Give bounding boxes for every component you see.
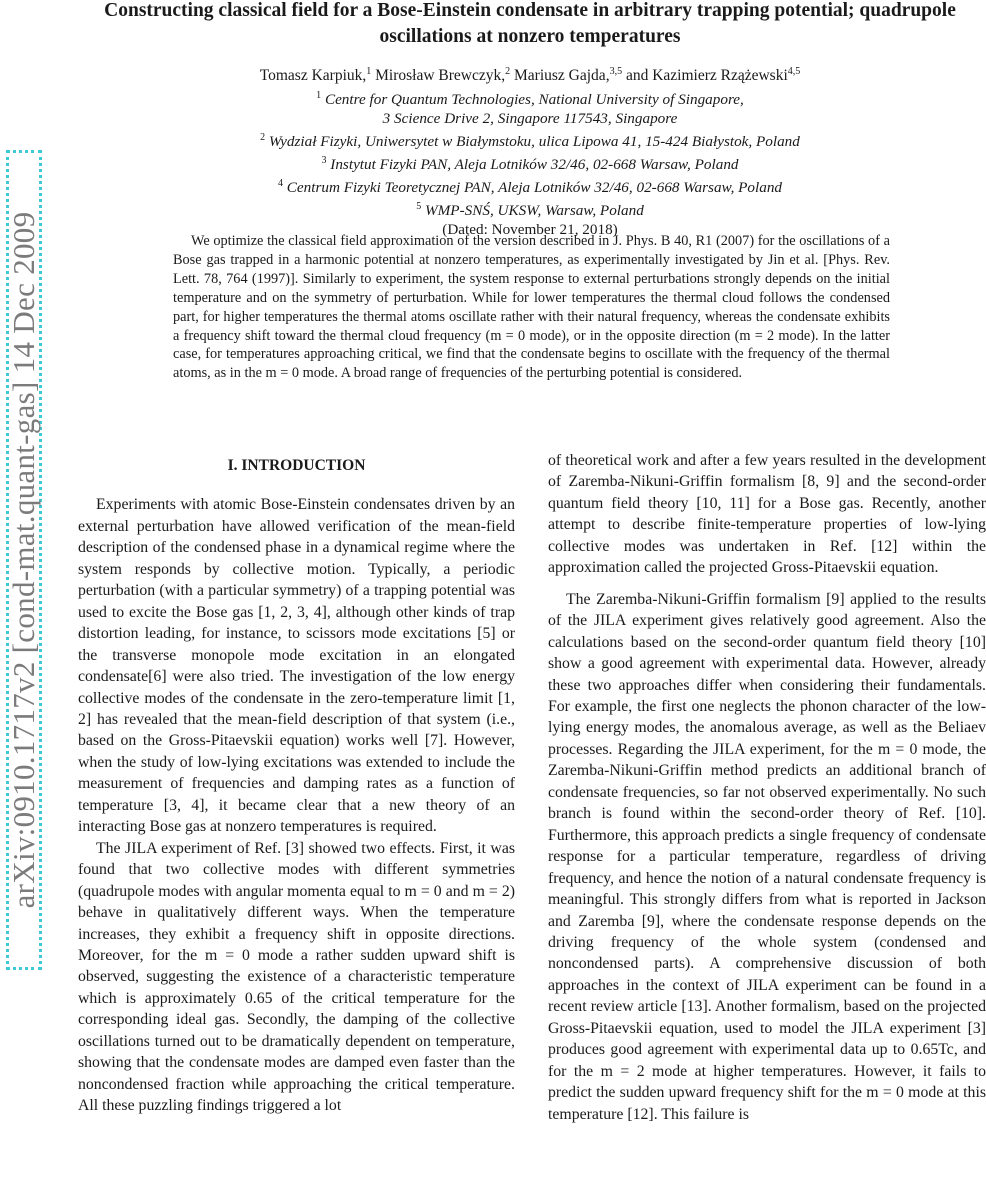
affiliation-text: Wydział Fizyki, Uniwersytet w Białymstoku, ulica Lipowa 41, 15-424 Białystok, Poland: [268, 133, 800, 150]
affiliation-text: 3 Science Drive 2, Singapore 117543, Singapore: [382, 110, 678, 127]
author-sup: 2: [505, 66, 511, 77]
affiliation-line: [60, 197, 986, 220]
paper-title: Constructing classical field for a Bose-Einstein condensate in arbitrary trapping potential; quadrupole oscillations at nonzero temperatures: [104, 0, 956, 47]
left-column: [78, 452, 515, 1117]
affiliation-line: [60, 174, 986, 197]
right-column: [548, 450, 986, 1125]
arxiv-stamp: [6, 150, 42, 970]
body-paragraph: The JILA experiment of Ref. [3] showed two effects. First, it was found that two collective modes with different symmetries (quadrupole modes with angular momenta equal to m = 0 and m = 2) behave in qualitatively different ways. When the temperature increases, they exhibit a frequency shift in opposite directions. Moreover, for the m = 0 mode a rather sudden upward shift is observed, suggesting the existence of a characteristic temperature which is approximately 0.65 of the critical temperature for the corresponding ideal gas. Secondly, the damping of the collective oscillations turned out to be dramatically dependent on temperature, showing that the condensate modes are damped even faster than the noncondensed fraction while approaching the critical temperature. All these puzzling findings triggered a lot: [78, 839, 515, 1115]
abstract-text: We optimize the classical field approximation of the version described in J. Phys. B 40, R1 (2007) for the oscillations of a Bose gas trapped in a harmonic potential at nonzero temperatures, as experimentally investigated by Jin et al. [Phys. Rev. Lett. 78, 764 (1997)]. Similarly to experiment, the system response to external perturbations strongly depends on the initial temperature and on the symmetry of perturbation. While for lower temperatures the thermal cloud follows the condensed part, for higher temperatures the thermal atoms oscillate rather with their natural frequency, whereas the condensate exhibits a frequency shift toward the thermal cloud frequency (m = 0 mode), or in the opposite direction (m = 2 mode). In the latter case, for temperatures approaching critical, we find that the condensate begins to oscillate with the frequency of the thermal atoms, as in the m = 0 mode. A broad range of frequencies of the perturbing potential is considered.: [173, 233, 890, 382]
author-name: Tomasz Karpiuk,: [259, 67, 367, 84]
section-heading: I. INTRODUCTION: [227, 457, 366, 474]
affiliation-text: WMP-SNŚ, UKSW, Warsaw, Poland: [424, 202, 644, 219]
body-paragraph: of theoretical work and after a few years resulted in the development of Zaremba-Nikuni-Griffin formalism [8, 9] and the second-order quantum field theory [10, 11] for a Bose gas. Recently, another attempt to describe finite-temperature properties of low-lying collective modes was undertaken in Ref. [12] within the approximation called the projected Gross-Pitaevskii equation.: [548, 452, 986, 577]
affiliation-line: [60, 109, 986, 128]
author-name: Mirosław Brewczyk,: [375, 67, 506, 84]
affiliation-sup: 2: [260, 132, 266, 143]
affiliation-sup: 5: [416, 201, 422, 212]
affiliation-text: Centre for Quantum Technologies, National University of Singapore,: [324, 91, 744, 108]
author-list: [60, 66, 986, 85]
affiliation-line: [60, 86, 986, 109]
author-name: and Kazimierz Rzążewski: [625, 67, 788, 84]
affiliation-sup: 3: [321, 155, 327, 166]
dated-line: (Dated: November 21, 2018): [442, 221, 618, 238]
arxiv-id: arXiv:0910.1717v2 [cond-mat.quant-gas] 14 Dec 2009: [6, 211, 41, 909]
author-sup: 4,5: [787, 66, 801, 77]
affiliation-text: Instytut Fizyki PAN, Aleja Lotników 32/46, 02-668 Warsaw, Poland: [330, 156, 739, 173]
body-paragraph: Experiments with atomic Bose-Einstein condensates driven by an external perturbation have allowed verification of the mean-field description of the condensed phase in a dynamical regime where the system responds by collective motion. Typically, a periodic perturbation (with a particular symmetry) of a trapping potential was used to excite the Bose gas [1, 2, 3, 4], although other kinds of trap distortion leading, for instance, to scissors mode excitations [5] or the transverse monopole mode excitation in an elongated condensate[6] were also tried. The investigation of the low energy collective modes of the condensate in the zero-temperature limit [1, 2] has revealed that the mean-field description of that system (i.e., based on the Gross-Pitaevskii equation) works well [7]. However, when the study of low-lying excitations was extended to include the measurement of frequencies and damping rates as a function of temperature [3, 4], it became clear that a new theory of an interacting Bose gas at nonzero temperatures is required.: [78, 496, 515, 836]
affiliation-line: [60, 128, 986, 151]
author-sup: 1: [366, 66, 372, 77]
abstract: [173, 232, 890, 383]
body-paragraph: The Zaremba-Nikuni-Griffin formalism [9] applied to the results of the JILA experiment gives relatively good agreement. Also the calculations based on the second-order quantum field theory [10] show a good agreement with experimental data. However, already these two approaches differ when considering their fundamentals. For example, the first one neglects the phonon character of the low-lying energy modes, the anomalous average, as well as the Beliaev processes. Regarding the JILA experiment, for the m = 0 mode, the Zaremba-Nikuni-Griffin method predicts an additional branch of condensate frequencies, so far not observed experimentally. No such branch is found within the second-order theory of Ref. [10]. Furthermore, this approach predicts a single frequency of condensate response for a particular temperature, regardless of driving frequency, and hence the notion of a natural condensate frequency is meaningful. This strongly differs from what is reported in Jackson and Zaremba [9], where the condensate response depends on the driving frequency of the whole system (condensed and noncondensed parts). A comprehensive discussion of both approaches in the context of JILA experiment can be found in a recent review article [13]. Another formalism, based on the projected Gross-Pitaevskii equation, used to model the JILA experiment [3] produces good agreement with experimental data up to 0.65Tc, and for the m = 2 mode at higher temperatures. However, it fails to predict the sudden upward frequency shift for the m = 0 mode at this temperature [12]. This failure is: [548, 590, 986, 1123]
affiliations: [60, 86, 986, 239]
author-name: Mariusz Gajda,: [514, 67, 610, 84]
affiliation-line: [60, 151, 986, 174]
author-sup: 3,5: [609, 66, 623, 77]
affiliation-sup: 4: [277, 178, 283, 189]
affiliation-sup: 1: [316, 90, 322, 101]
affiliation-text: Centrum Fizyki Teoretycznej PAN, Aleja Lotników 32/46, 02-668 Warsaw, Poland: [286, 179, 783, 196]
